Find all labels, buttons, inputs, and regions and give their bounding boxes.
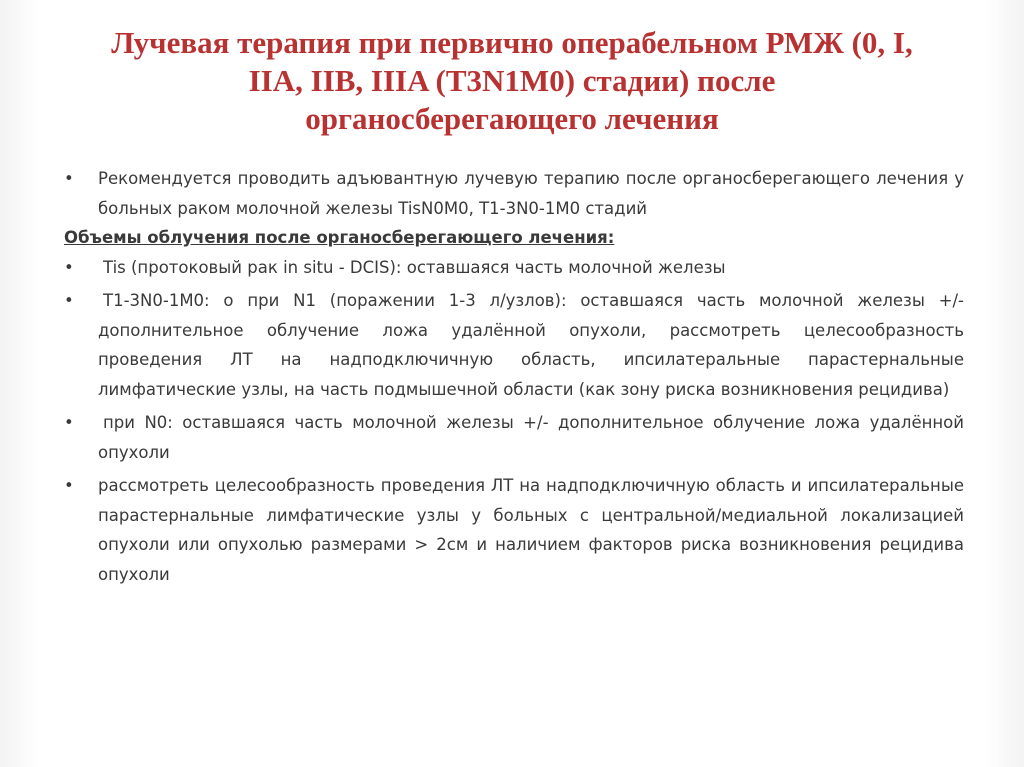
bullet-icon: • — [64, 413, 74, 432]
slide-body — [64, 164, 964, 589]
slide-title — [40, 24, 984, 138]
item-text: при N0: оставшаяся часть молочной железы +/- дополнительное облучение ложа удалённой опухоли — [98, 413, 964, 462]
bullet-icon: • — [64, 257, 74, 277]
title-line-2: IIA, IIB, IIIA (T3N1M0) стадии) после — [248, 63, 776, 98]
bullet-icon: • — [64, 291, 74, 310]
item-text: Рекомендуется проводить адъювантную лучевую терапию после органосберегающего лечения у больных раком молочной железы TisN0M0, T1-3N0-1M0 стадий — [98, 169, 964, 218]
title-line-3: органосберегающего лечения — [305, 101, 719, 136]
item-text: Tis (протоковый рак in situ - DCIS): оставшаяся часть молочной железы — [103, 257, 726, 277]
bullet-icon: • — [64, 169, 74, 188]
item-text: рассмотреть целесообразность проведения ЛТ на надподключичную область и ипсилатеральные парастернальные лимфатические узлы у больных с центральной/медиальной локализацией опухоли или опухолью размерами > 2см и наличием факторов риска возникновения рецидива опухоли — [98, 476, 964, 584]
list-item — [64, 286, 964, 404]
list-item — [64, 408, 964, 467]
section-subheading: Объемы облучения после органосберегающего лечения: — [64, 228, 615, 247]
item-text: T1-3N0-1M0: о при N1 (поражении 1-3 л/узлов): оставшаяся часть молочной железы +/- дополнительное облучение ложа удалённой опухоли, рассмотреть целесообразность проведения ЛТ на надподключичную область, ипсилатеральные парастернальные лимфатические узлы, на часть подмышечной области (как зону риска возникновения рецидива) — [98, 291, 964, 399]
bullet-icon: • — [64, 476, 74, 495]
list-item — [64, 471, 964, 589]
list-item — [64, 164, 964, 223]
title-line-1: Лучевая терапия при первично операбельном РМЖ (0, I, — [111, 25, 913, 60]
list-item — [64, 253, 964, 283]
